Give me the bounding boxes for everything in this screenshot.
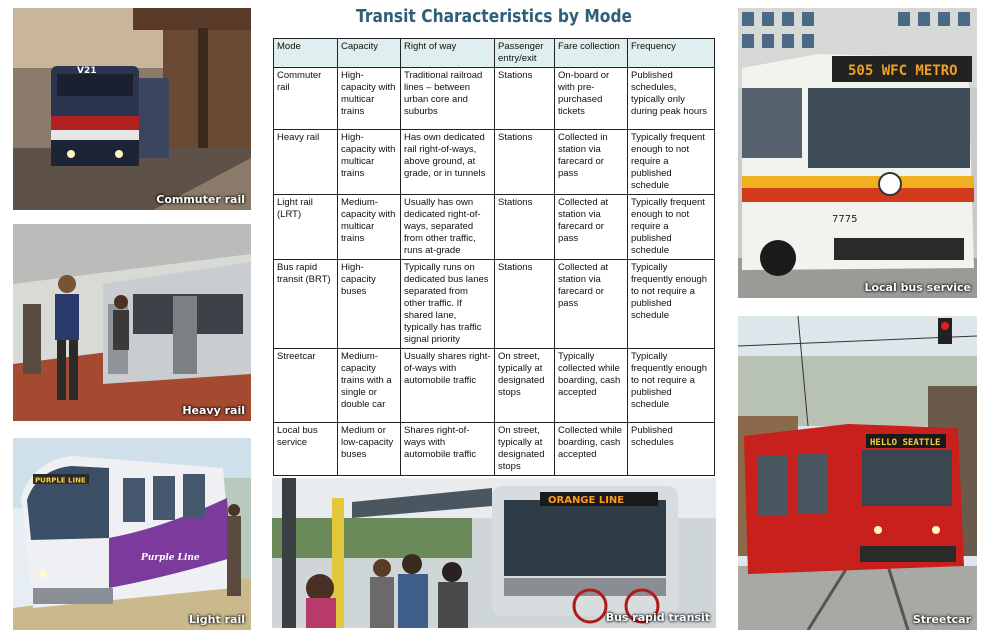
commuter-rail-caption: Commuter rail <box>156 193 245 206</box>
commuter-rail-illustration <box>13 8 251 210</box>
table-cell: Shares right-of-ways with automobile traffic <box>401 423 495 476</box>
heavy-rail-photo <box>13 224 251 421</box>
table-cell: Stations <box>495 68 555 130</box>
table-header-row <box>274 39 715 68</box>
destination-sign: 505 WFC METRO <box>848 63 958 79</box>
destination-sign: ORANGE LINE <box>548 495 625 506</box>
table-cell: Typically frequent enough to not require a published schedule <box>628 195 715 260</box>
destination-sign: HELLO SEATTLE <box>870 438 941 448</box>
bus-rapid-transit-photo <box>272 478 716 628</box>
table-cell: Streetcar <box>274 349 338 423</box>
column-header: Right of way <box>401 39 495 68</box>
table-row <box>274 195 715 260</box>
table-row <box>274 423 715 476</box>
table-cell: Published schedules <box>628 423 715 476</box>
heavy-rail-caption: Heavy rail <box>182 404 245 417</box>
line-logo: Purple Line <box>141 553 200 563</box>
table-cell: On street, typically at designated stops <box>495 423 555 476</box>
table-cell: Traditional railroad lines – between urban core and suburbs <box>401 68 495 130</box>
streetcar-photo <box>738 316 977 630</box>
table-cell: Commuter rail <box>274 68 338 130</box>
table-cell: Stations <box>495 130 555 195</box>
destination-sign: PURPLE LINE <box>35 476 86 485</box>
light-rail-caption: Light rail <box>189 613 245 626</box>
table-cell: Bus rapid transit (BRT) <box>274 260 338 349</box>
table-cell: Medium or low-capacity buses <box>338 423 401 476</box>
bus-number: 7775 <box>832 214 858 225</box>
table-cell: Local bus service <box>274 423 338 476</box>
table-row <box>274 260 715 349</box>
table-cell: Typically runs on dedicated bus lanes separated from other traffic. If shared lane, typically has traffic signal priority <box>401 260 495 349</box>
table-cell: High-capacity with multicar trains <box>338 130 401 195</box>
column-header: Passenger entry/exit <box>495 39 555 68</box>
bus-rapid-transit-caption: Bus rapid transit <box>605 611 710 624</box>
bus-rapid-transit-illustration <box>272 478 716 628</box>
table-cell: Usually shares right-of-ways with automobile traffic <box>401 349 495 423</box>
table-row <box>274 68 715 130</box>
table-cell: High-capacity buses <box>338 260 401 349</box>
table-cell: Typically frequent enough to not require a published schedule <box>628 130 715 195</box>
table-cell: Typically collected while boarding, cash accepted <box>555 349 628 423</box>
streetcar-caption: Streetcar <box>912 613 971 626</box>
table-row <box>274 349 715 423</box>
light-rail-photo <box>13 438 251 630</box>
table-cell: Collected while boarding, cash accepted <box>555 423 628 476</box>
table-cell: Collected in station via farecard or pass <box>555 130 628 195</box>
local-bus-caption: Local bus service <box>864 281 971 294</box>
table-cell: Stations <box>495 260 555 349</box>
column-header: Mode <box>274 39 338 68</box>
table-cell: Collected at station via farecard or pass <box>555 260 628 349</box>
column-header: Capacity <box>338 39 401 68</box>
column-header: Frequency <box>628 39 715 68</box>
table-cell: Typically frequently enough to not require a published schedule <box>628 260 715 349</box>
table-cell: Light rail (LRT) <box>274 195 338 260</box>
table-cell: High-capacity with multicar trains <box>338 68 401 130</box>
column-header: Fare collection <box>555 39 628 68</box>
table-cell: On-board or with pre-purchased tickets <box>555 68 628 130</box>
page-title: Transit Characteristics by Mode <box>355 6 633 27</box>
light-rail-illustration <box>13 438 251 630</box>
table-cell: Typically frequently enough to not require a published schedule <box>628 349 715 423</box>
heavy-rail-illustration <box>13 224 251 421</box>
local-bus-photo <box>738 8 977 298</box>
table-cell: Has own dedicated rail right-of-ways, above ground, at grade, or in tunnels <box>401 130 495 195</box>
locomotive-number: V21 <box>77 66 97 76</box>
table-cell: Usually has own dedicated right-of-ways, separated from other traffic, runs at-grade <box>401 195 495 260</box>
transit-characteristics-table <box>273 38 715 476</box>
table-cell: Collected at station via farecard or pass <box>555 195 628 260</box>
commuter-rail-photo <box>13 8 251 210</box>
table-cell: Published schedules, typically only during peak hours <box>628 68 715 130</box>
table-cell: Medium-capacity trains with a single or double car <box>338 349 401 423</box>
table-cell: Heavy rail <box>274 130 338 195</box>
table-row <box>274 130 715 195</box>
local-bus-illustration <box>738 8 977 298</box>
table-cell: Stations <box>495 195 555 260</box>
table-cell: Medium-capacity with multicar trains <box>338 195 401 260</box>
table-cell: On street, typically at designated stops <box>495 349 555 423</box>
streetcar-illustration <box>738 316 977 630</box>
